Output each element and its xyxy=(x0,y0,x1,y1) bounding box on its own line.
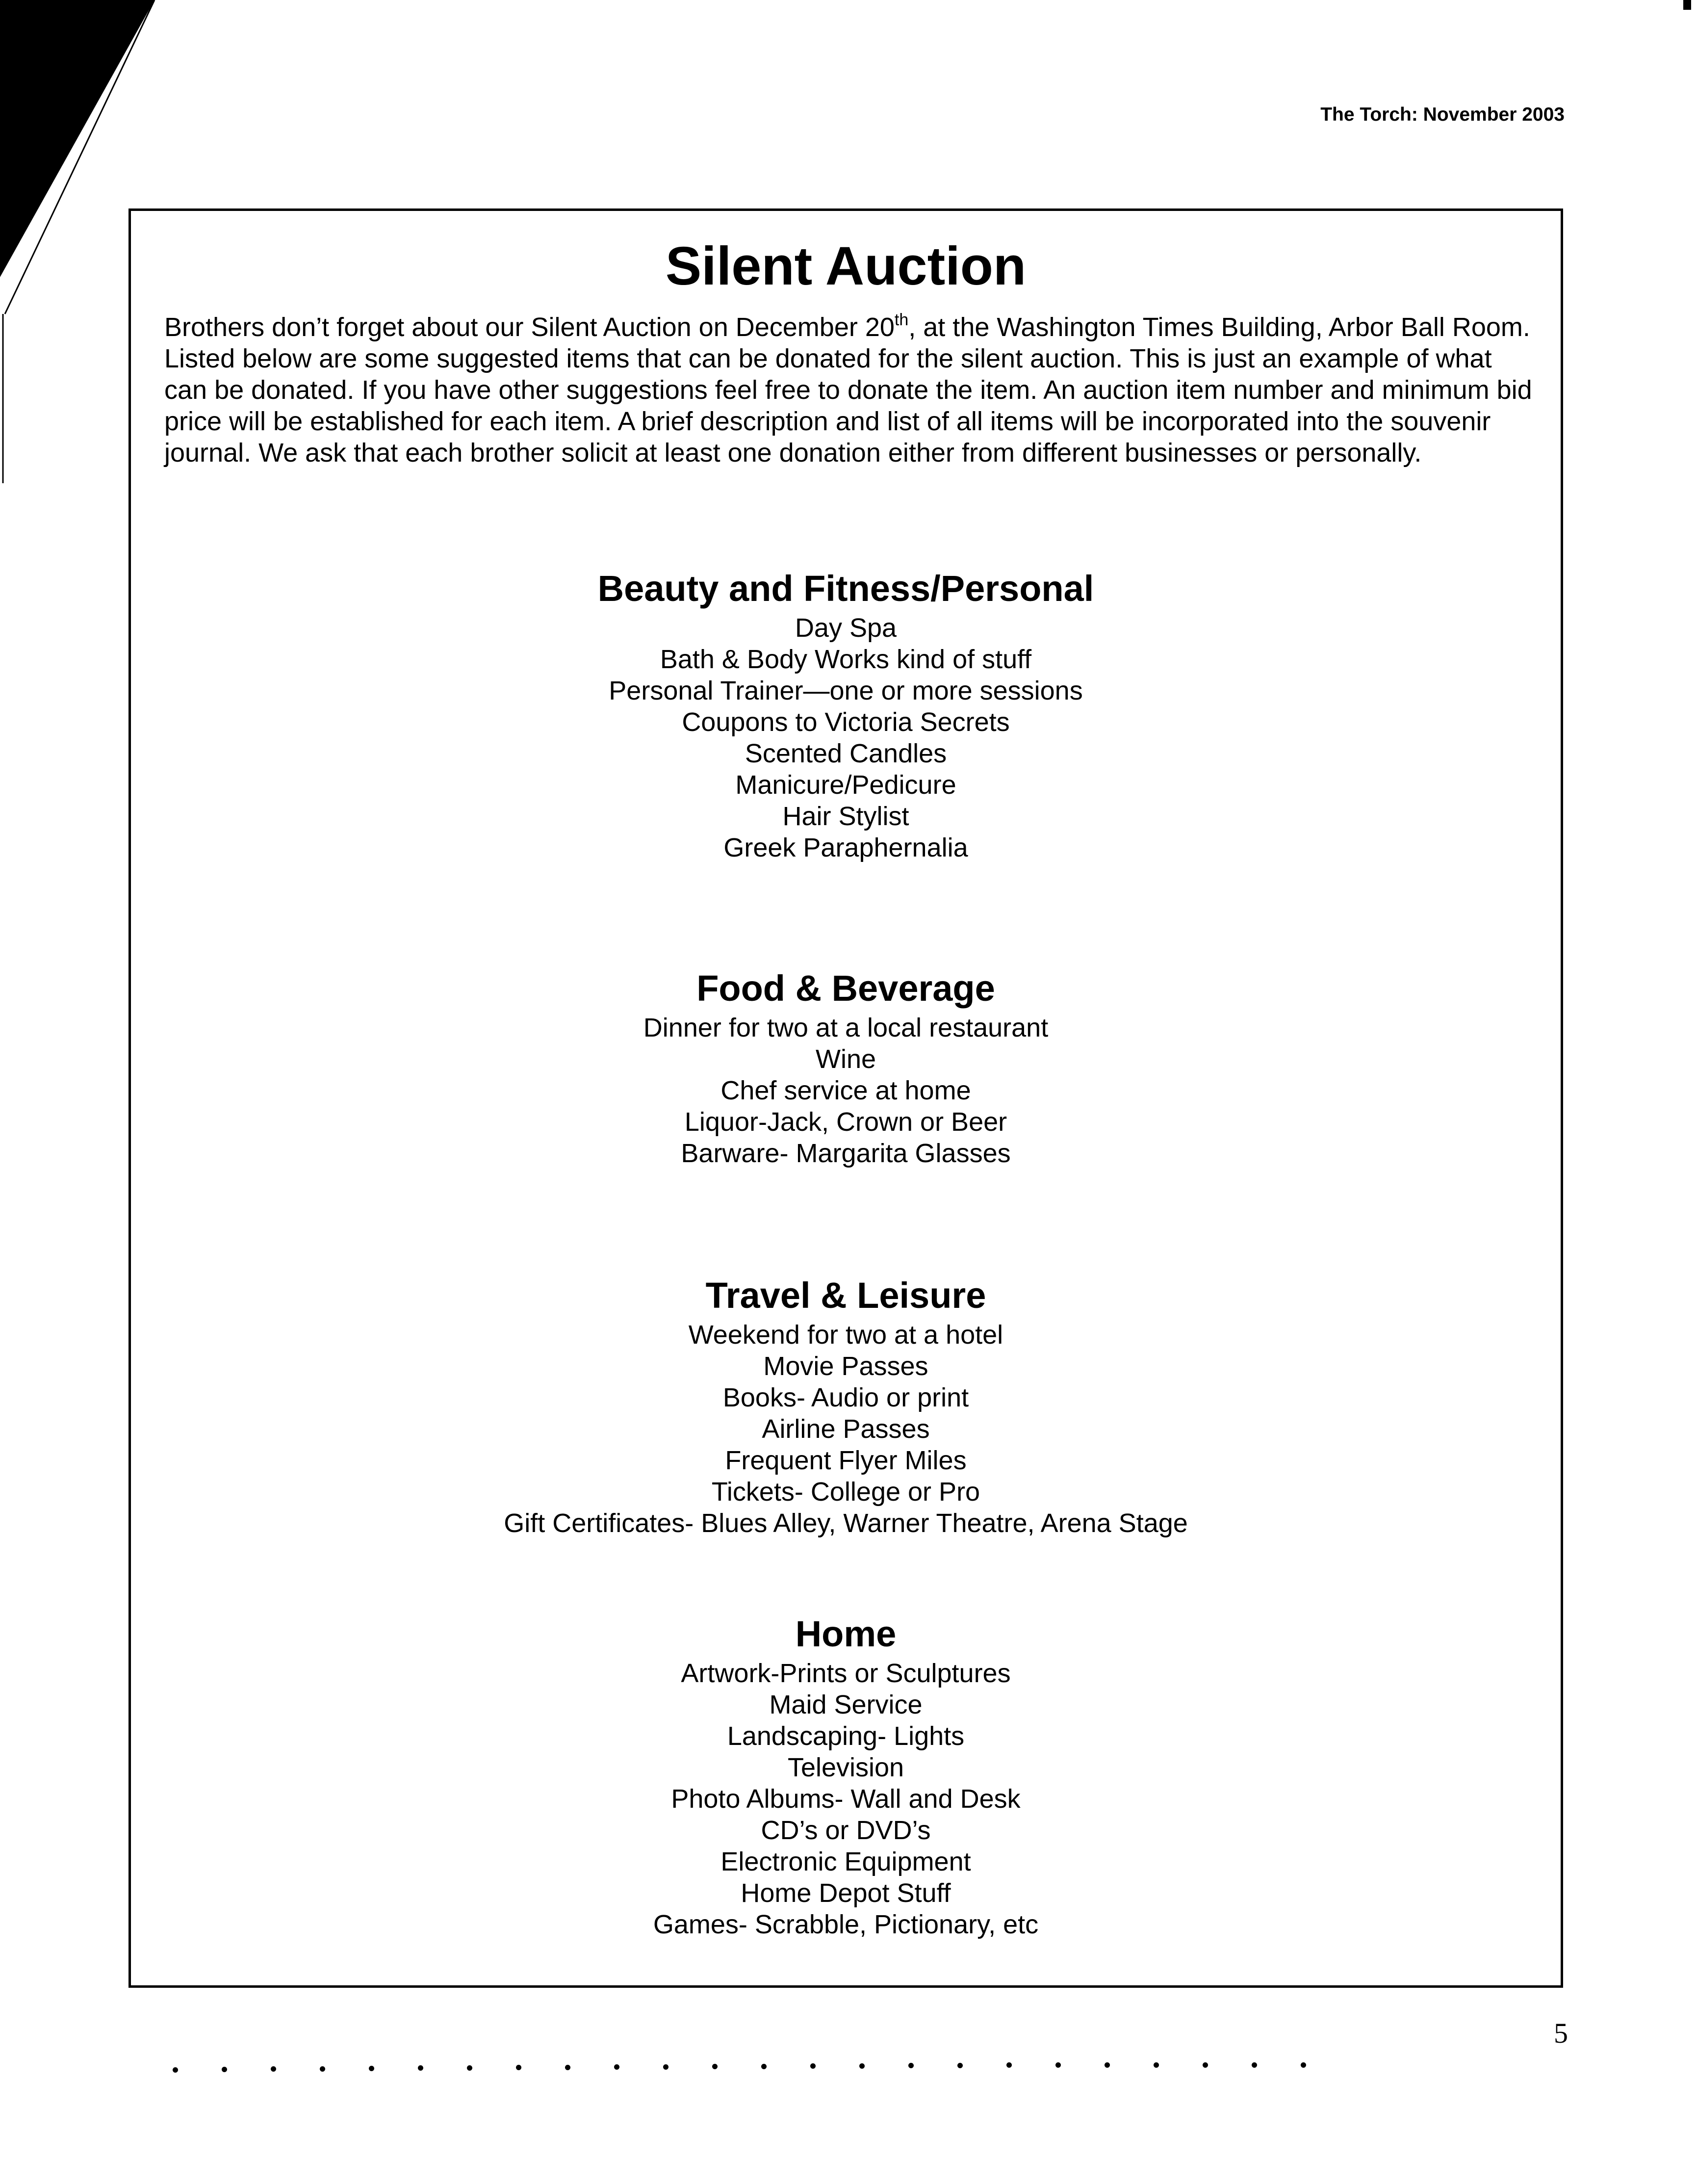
list-item: Movie Passes xyxy=(763,1352,928,1381)
list-item: Manicure/Pedicure xyxy=(735,770,956,800)
list-item: Day Spa xyxy=(795,613,897,643)
dotted-divider xyxy=(173,2062,1340,2074)
list-item: Scented Candles xyxy=(745,739,947,768)
list-item: Games- Scrabble, Pictionary, etc xyxy=(653,1910,1039,1939)
item-list xyxy=(131,1658,1561,1940)
list-item: Frequent Flyer Miles xyxy=(725,1446,967,1475)
list-item: Photo Albums- Wall and Desk xyxy=(671,1784,1021,1814)
category-heading: Home xyxy=(795,1613,897,1654)
category-heading: Travel & Leisure xyxy=(705,1275,986,1316)
intro-text-start: Brothers don’t forget about our Silent Auction on December 20 xyxy=(164,312,895,342)
item-list xyxy=(131,1012,1561,1169)
list-item: Bath & Body Works kind of stuff xyxy=(660,645,1032,674)
list-item: Coupons to Victoria Secrets xyxy=(682,707,1010,737)
category-food-beverage xyxy=(131,965,1561,1169)
category-beauty-fitness xyxy=(131,565,1561,863)
list-item: CD’s or DVD’s xyxy=(761,1816,931,1845)
list-item: Gift Certificates- Blues Alley, Warner Theatre, Arena Stage xyxy=(504,1508,1188,1538)
list-item: Wine xyxy=(815,1044,876,1074)
list-item: Weekend for two at a hotel xyxy=(688,1320,1003,1350)
list-item: Dinner for two at a local restaurant xyxy=(643,1013,1049,1042)
ordinal-suffix: th xyxy=(894,311,909,329)
intro-paragraph xyxy=(164,312,1533,468)
list-item: Personal Trainer—one or more sessions xyxy=(609,676,1083,705)
category-heading: Food & Beverage xyxy=(696,968,995,1009)
list-item: Landscaping- Lights xyxy=(727,1721,965,1751)
item-list xyxy=(131,1319,1561,1539)
list-item: Greek Paraphernalia xyxy=(723,833,968,862)
category-heading: Beauty and Fitness/Personal xyxy=(597,568,1094,609)
page-title: Silent Auction xyxy=(665,236,1027,296)
list-item: Artwork-Prints or Sculptures xyxy=(681,1659,1011,1688)
article-box xyxy=(129,208,1563,1988)
list-item: Television xyxy=(787,1753,904,1782)
list-item: Books- Audio or print xyxy=(722,1383,969,1412)
corner-mark xyxy=(1683,0,1691,10)
list-item: Electronic Equipment xyxy=(720,1847,971,1876)
category-travel-leisure xyxy=(131,1272,1561,1539)
list-item: Liquor-Jack, Crown or Beer xyxy=(684,1107,1007,1137)
list-item: Airline Passes xyxy=(762,1414,930,1444)
list-item: Home Depot Stuff xyxy=(741,1878,951,1908)
list-item: Barware- Margarita Glasses xyxy=(681,1139,1011,1168)
list-item: Tickets- College or Pro xyxy=(711,1477,980,1507)
page-number: 5 xyxy=(1554,2017,1568,2049)
running-header: The Torch: November 2003 xyxy=(1320,104,1565,125)
intro-text-rest: , at the Washington Times Building, Arbor Ball Room. Listed below are some suggested items that can be donated for the silent auction. This is just an example of what can be donated. If you have other suggestions feel free to donate the item. An auction item number and minimum bid price will be established for each item. A brief description and list of all items will be incorporated into the souvenir journal. We ask that each brother solicit at least one donation either from different businesses or personally. xyxy=(164,312,1532,468)
list-item: Chef service at home xyxy=(720,1076,971,1105)
list-item: Hair Stylist xyxy=(782,802,909,831)
item-list xyxy=(131,612,1561,863)
list-item: Maid Service xyxy=(769,1690,923,1719)
category-home xyxy=(131,1611,1561,1940)
